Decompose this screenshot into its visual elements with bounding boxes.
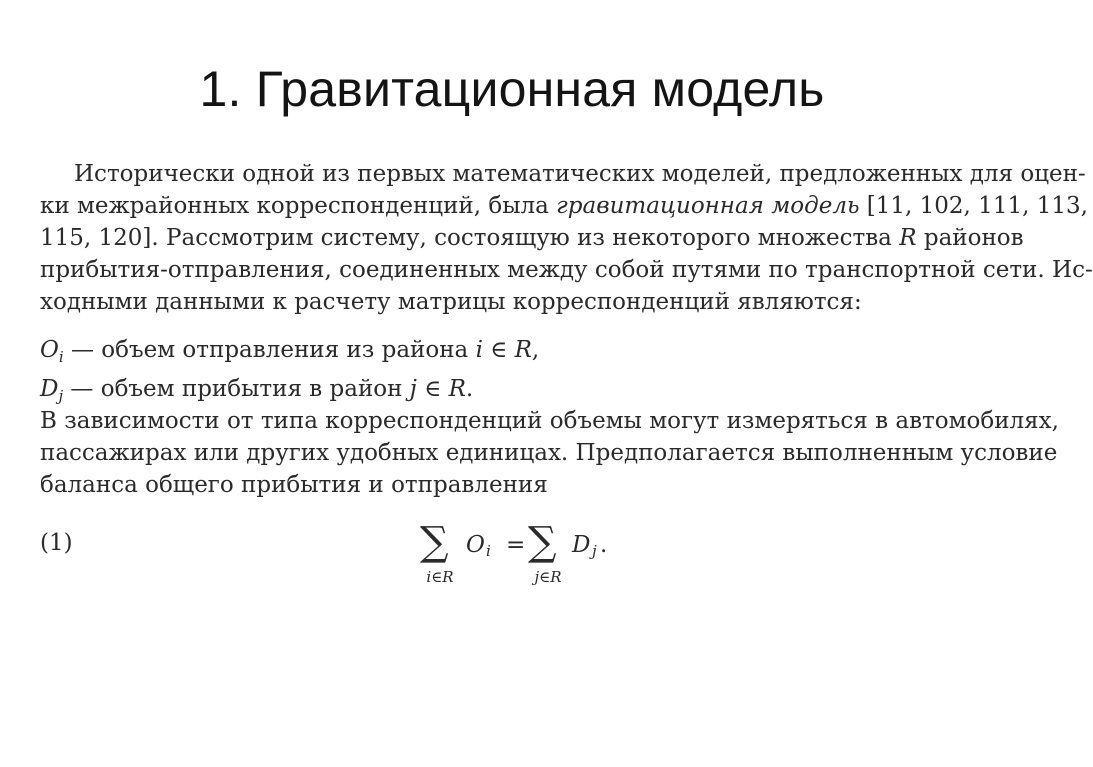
intro-line-3 [40, 222, 1024, 254]
right-term: D [572, 532, 591, 558]
intro-line-2-text: ки межрайонных корреспонденций, была [40, 193, 549, 219]
intro-line-2 [40, 190, 1088, 222]
equation-number: (1) [40, 530, 73, 556]
intro-line-3-end: районов [923, 225, 1024, 251]
intro-line-1: Исторически одной из первых математических моделей, предложенных для оцен- [74, 161, 1086, 187]
o-subscript: i [58, 348, 64, 366]
left-sum-symbol: ∑ [420, 519, 449, 565]
emphasis-term: гравитационная модель [556, 193, 860, 219]
o-set: R [514, 337, 532, 363]
right-sum-index: j∈R [534, 568, 562, 586]
d-index: j [409, 376, 417, 402]
intro-line-5: ходными данными к расчету матрицы корреспонденций являются: [40, 289, 862, 315]
intro-line-3-text: 115, 120]. Рассмотрим систему, состоящую из некоторого множества [40, 225, 892, 251]
d-text: — объем прибытия в район [63, 376, 410, 402]
balance-paragraph [40, 405, 1059, 501]
o-text: — объем отправления из района [63, 337, 476, 363]
d-end: . [465, 376, 474, 402]
o-end: , [531, 337, 540, 363]
left-term-subscript: i [486, 542, 491, 560]
right-term-subscript: j [592, 542, 597, 560]
intro-paragraph [40, 158, 1093, 318]
d-in: ∈ [416, 376, 449, 402]
definitions [40, 334, 996, 412]
o-in: ∈ [482, 337, 515, 363]
balance-line-2: пассажирах или других удобных единицах. Предполагается выполненным условие [40, 440, 1058, 466]
o-symbol: O [40, 337, 59, 363]
o-index: i [475, 337, 483, 363]
left-sum-index: i∈R [426, 568, 454, 586]
right-sum-symbol: ∑ [528, 519, 557, 565]
set-symbol: R [899, 225, 917, 251]
d-symbol: D [40, 376, 59, 402]
balance-line-1: В зависимости от типа корреспонденций объемы могут измеряться в автомобилях, [40, 408, 1059, 434]
intro-line-4: прибытия-отправления, соединенных между собой путями по транспортной сети. Ис- [40, 257, 1093, 283]
balance-equation [420, 518, 650, 598]
intro-line-2-refs: [11, 102, 111, 113, [866, 193, 1088, 219]
d-set: R [448, 376, 466, 402]
definition-origin [40, 334, 996, 373]
left-term: O [466, 532, 485, 558]
d-subscript: j [58, 387, 64, 405]
slide-title: 1. Гравитационная модель [199, 61, 825, 117]
equation-period: . [600, 532, 608, 558]
equals-sign: = [506, 532, 526, 558]
balance-line-3: баланса общего прибытия и отправления [40, 472, 548, 498]
